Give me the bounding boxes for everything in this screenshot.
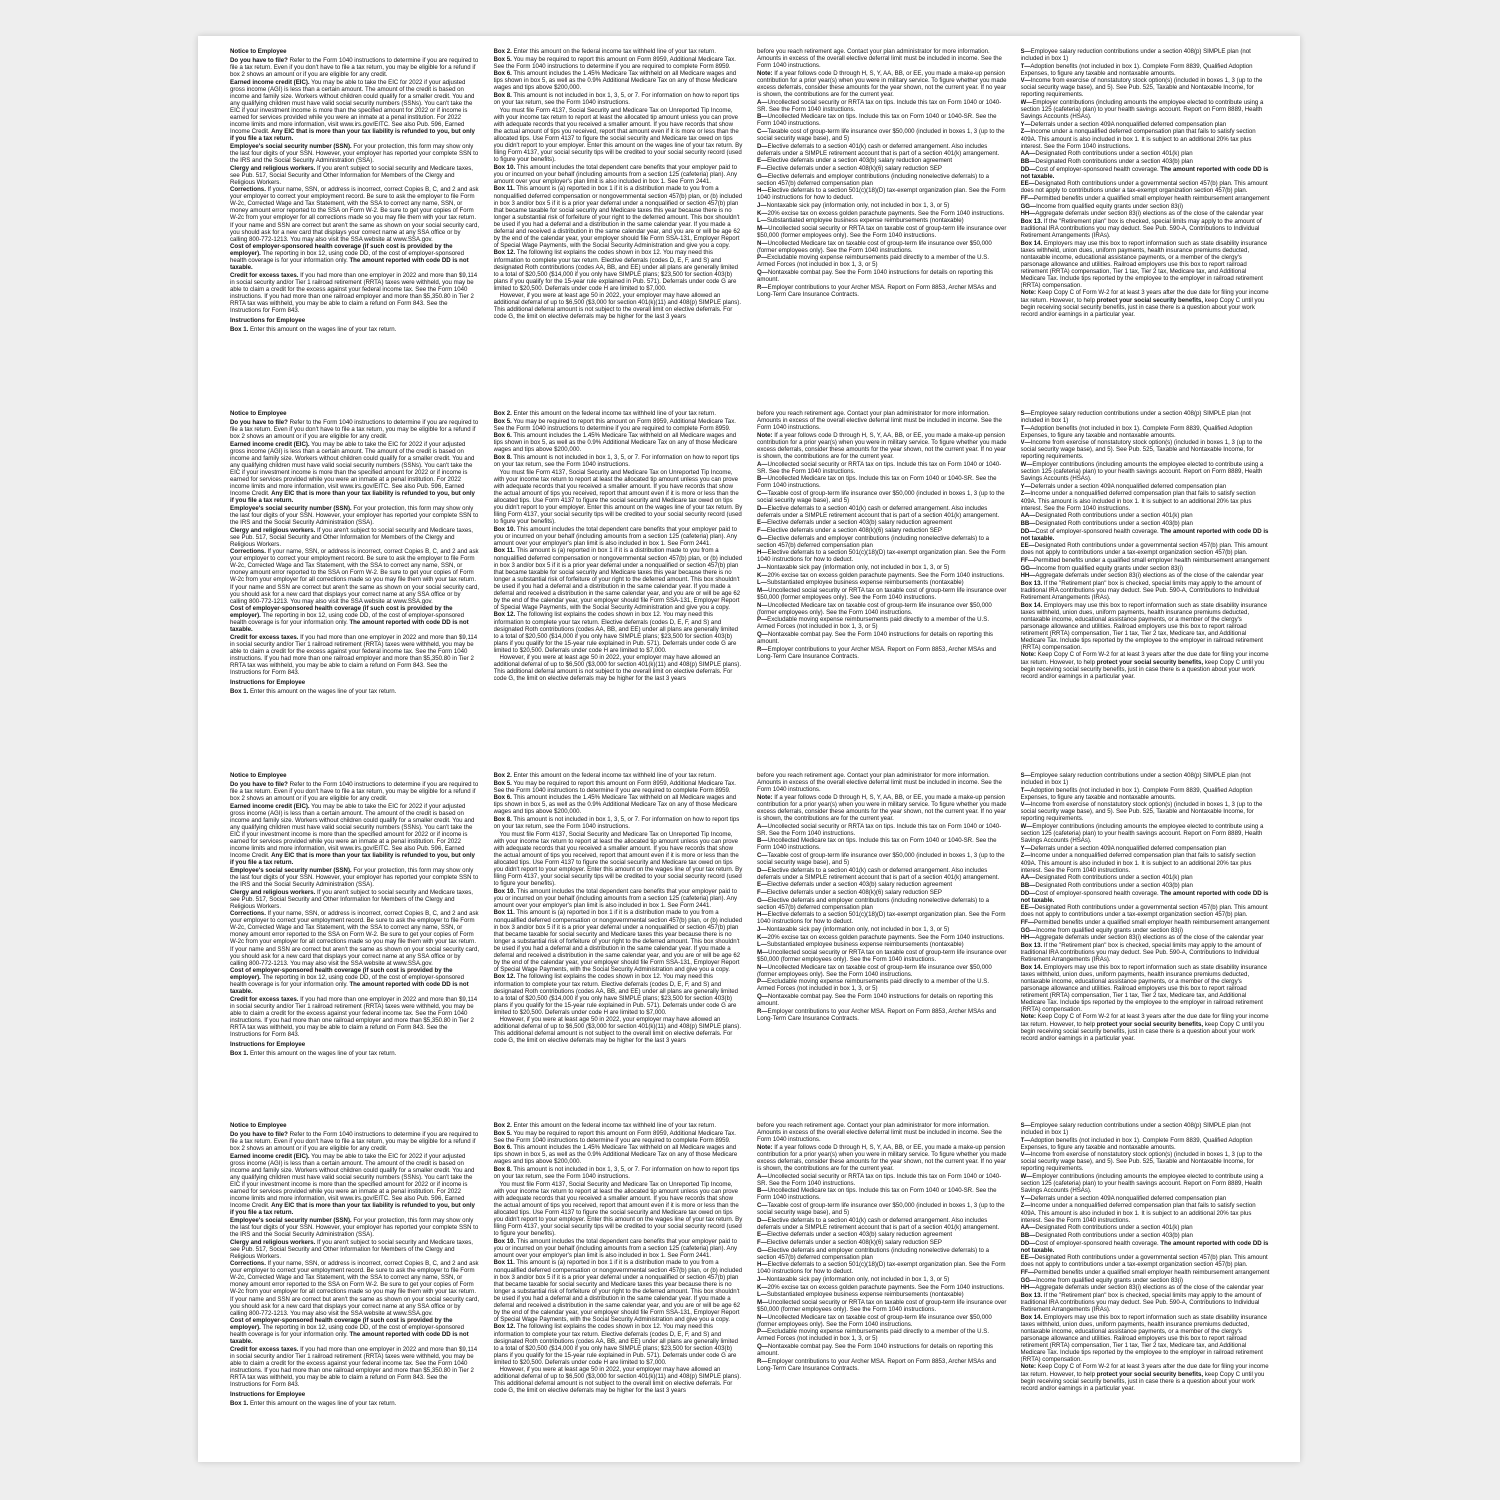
para-box-5: Box 5. You may be required to report this amount on Form 8959, Additional Medicare Tax. See the Form 1040 instructions to determine if you are required to complete Form 8959. xyxy=(493,417,736,432)
column-boxes xyxy=(494,410,744,738)
para-earned-income-credit: Earned income credit (EIC). You may be able to take the EIC for 2022 if your adjusted gross income (AGI) is less than a certain amount. The amount of the credit is based on income and family size. Workers without children could qualify for a smaller credit. You and any qualifying children must have valid social security numbers (SSNs). You can't take the EIC if your investment income is more than the specified amount for 2022 or if income is earned for services provided while you were an inmate at a penal institution. For 2022 income limits and more information, visit www.irs.gov/EITC. See also Pub. 596, Earned Income Credit. Any EIC that is more than your tax liability is refunded to you, but only if you file a tax return. xyxy=(230,802,475,867)
code-n: N—Uncollected Medicare tax on taxable cost of group-term life insurance over $50,000 (former employees only). See the Form 1040 instructions. xyxy=(757,1313,992,1328)
para-box-8: Box 8. This amount is not included in box 1, 3, 5, or 7. For information on how to report tips on your tax return, see the Form 1040 instructions. xyxy=(493,816,740,831)
code-c: C—Taxable cost of group-term life insurance over $50,000 (included in boxes 1, 3 (up to the social security wage base), and 5) xyxy=(757,851,1005,866)
code-g: G—Elective deferrals and employer contributions (including nonelective deferrals) to a section 457(b) deferred compensation plan xyxy=(757,896,990,911)
code-n: N—Uncollected Medicare tax on taxable cost of group-term life insurance over $50,000 (former employees only). See the Form 1040 instructions. xyxy=(757,601,992,616)
code-bb: BB—Designated Roth contributions under a section 403(b) plan xyxy=(1020,519,1193,527)
code-c: C—Taxable cost of group-term life insurance over $50,000 (included in boxes 1, 3 (up to the social security wage base), and 5) xyxy=(757,489,1005,504)
code-q: Q—Nontaxable combat pay. See the Form 1040 instructions for details on reporting this amount. xyxy=(757,1342,993,1357)
column-codes-a-r xyxy=(757,772,1007,1100)
code-s: S—Employee salary reduction contributions under a section 408(p) SIMPLE plan (not included in box 1) xyxy=(1020,410,1251,425)
code-g: G—Elective deferrals and employer contributions (including nonelective deferrals) to a section 457(b) deferred compensation plan xyxy=(757,172,990,187)
para-box-6: Box 6. This amount includes the 1.45% Medicare Tax withheld on all Medicare wages and tips shown in box 5, as well as the 0.9% Additional Medicare Tax on any of those Medicare wages and tips above $200,000. xyxy=(493,432,738,454)
para-retirement-cont: before you reach retirement age. Contact your plan administrator for more information. Amounts in excess of the overall elective deferral limit must be included in income. See the Form 1040 instructions. xyxy=(757,410,1002,432)
code-q: Q—Nontaxable combat pay. See the Form 1040 instructions for details on reporting this amount. xyxy=(757,630,993,645)
code-m: M—Uncollected social security or RRTA tax on taxable cost of group-term life insurance over $50,000 (former employees only). See the Form 1040 instructions. xyxy=(757,224,1007,239)
para-health-coverage-cost: Cost of employer-sponsored health coverage (if such cost is provided by the employer). The reporting in box 12, using code DD, of the cost of employer-sponsored health coverage is for your information only. The amount reported with code DD is not taxable. xyxy=(230,243,469,272)
para-employee-ssn: Employee's social security number (SSN). For your protection, this form may show only the last four digits of your SSN. However, your employer has reported your complete SSN to the IRS and the Social Security Administration (SSA). xyxy=(230,866,479,888)
para-excess-taxes: Credit for excess taxes. If you had more than one employer in 2022 and more than $9,114 in social security and/or Tier 1 railroad retirement (RRTA) taxes were withheld, you may be able to claim a credit for the excess against your federal income tax. See the Form 1040 instructions. If you had more than one railroad employer and more than $5,350.80 in Tier 2 RRTA tax was withheld, you may be able to claim a refund on Form 843. See the Instructions for Form 843. xyxy=(230,1346,478,1389)
para-retirement-cont: before you reach retirement age. Contact your plan administrator for more information. Amounts in excess of the overall elective deferral limit must be included in income. See the Form 1040 instructions. xyxy=(757,772,1002,794)
code-c: C—Taxable cost of group-term life insurance over $50,000 (included in boxes 1, 3 (up to the social security wage base), and 5) xyxy=(757,127,1005,142)
instructions-panel xyxy=(230,1122,1270,1450)
para-corrections: Corrections. If your name, SSN, or address is incorrect, correct Copies B, C, and 2 and ask your employer to correct your employment record. Be sure to ask the employer to file Form W-2c, Corrected Wage and Tax Statement, with the SSA to correct any name, SSN, or money amount error reported to the SSA on Form W-2. Be sure to get your copies of Form W-2c from your employer for all corrections made so you may file them with your tax return. If your name and SSN are correct but aren't the same as shown on your social security card, you should ask for a new card that displays your correct name at any SSA office or by calling 800-772-1213. You may also visit the SSA website at www.SSA.gov. xyxy=(230,910,480,967)
column-boxes xyxy=(494,772,744,1100)
code-gg: GG—Income from qualified equity grants under section 83(i) xyxy=(1020,1276,1184,1284)
para-box-5: Box 5. You may be required to report this amount on Form 8959, Additional Medicare Tax. See the Form 1040 instructions to determine if you are required to complete Form 8959. xyxy=(493,1129,736,1144)
para-box-1: Box 1. Enter this amount on the wages line of your tax return. xyxy=(230,688,397,696)
para-box-13: Box 13. If the "Retirement plan" box is checked, special limits may apply to the amount of traditional IRA contributions you may deduct. See Pub. 590-A, Contributions to Individual Retirement Arrangements (IRAs). xyxy=(1020,941,1262,963)
para-box-12: Box 12. The following list explains the codes shown in box 12. You may need this information to complete your tax return. Elective deferrals (codes D, E, F, and S) and designated Roth contributions (codes AA, BB, and EE) under all plans are generally limited to a total of $20,500 ($14,000 if you only have SIMPLE plans; $23,500 for section 403(b) plans if you qualify for the 15-year rule explained in Pub. 571). Deferrals under code G are limited to $20,500. Deferrals under code H are limited to $7,000. xyxy=(493,1323,739,1366)
code-l: L—Substantiated employee business expense reimbursements (nontaxable) xyxy=(757,217,964,225)
para-box-8-form-4137: You must file Form 4137, Social Security and Medicare Tax on Unreported Tip Income, with your income tax return to report at least the allocated tip amount unless you can prove with adequate records that you received a smaller amount. If you have records that show the actual amount of tips you received, report that amount even if it is more or less than the allocated tips. Use Form 4137 to figure the social security and Medicare tax owed on tips you didn't report to your employer. Enter this amount on the wages line of your tax return. By filing Form 4137, your social security tips will be credited to your social security record (used to figure your benefits). xyxy=(493,468,743,526)
para-excess-taxes: Credit for excess taxes. If you had more than one employer in 2022 and more than $9,114 in social security and/or Tier 1 railroad retirement (RRTA) taxes were withheld, you may be able to claim a credit for the excess against your federal income tax. See the Form 1040 instructions. If you had more than one railroad employer and more than $5,350.80 in Tier 2 RRTA tax was withheld, you may be able to claim a refund on Form 843. See the Instructions for Form 843. xyxy=(230,272,478,315)
column-notice xyxy=(230,772,480,1100)
para-note-makeup: Note: If a year follows code D through H, S, Y, AA, BB, or EE, you made a make-up pension contribution for a prior year(s) when you were in military service. To figure whether you made excess deferrals, consider these amounts for the year shown, not the current year. If no year is shown, the contributions are for the current year. xyxy=(757,431,1007,460)
code-ee: EE—Designated Roth contributions under a governmental section 457(b) plan. This amount does not apply to contributions under a tax-exempt organization section 457(b) plan. xyxy=(1020,904,1268,919)
code-z: Z—Income under a nonqualified deferred compensation plan that fails to satisfy section 409A. This amount is also included in box 1. It is subject to an additional 20% tax plus interest. See the Form 1040 instructions. xyxy=(1020,1202,1256,1224)
code-e: E—Elective deferrals under a section 403(b) salary reduction agreement xyxy=(757,881,953,889)
code-a: A—Uncollected social security or RRTA tax on tips. Include this tax on Form 1040 or 1040-SR. See the Form 1040 instructions. xyxy=(757,822,1002,837)
code-e: E—Elective deferrals under a section 403(b) salary reduction agreement xyxy=(757,157,953,165)
code-w: W—Employer contributions (including amounts the employee elected to contribute using a section 125 (cafeteria) plan) to your health savings account. Report on Form 8889, Health Savings Accounts (HSAs). xyxy=(1020,823,1264,845)
code-p: P—Excludable moving expense reimbursements paid directly to a member of the U.S. Armed Forces (not included in box 1, 3, or 5) xyxy=(757,254,990,269)
code-y: Y—Deferrals under a section 409A nonqualified deferred compensation plan xyxy=(1020,120,1227,128)
para-box-12-age-50: However, if you were at least age 50 in 2022, your employer may have allowed an additional deferral of up to $6,500 ($3,000 for section 401(k)(11) and 408(p) SIMPLE plans). This additional deferral amount is not subject to the overall limit on elective deferrals. For code G, the limit on elective deferrals may be higher for the last 3 years xyxy=(493,1016,742,1045)
para-corrections: Corrections. If your name, SSN, or address is incorrect, correct Copies B, C, and 2 and ask your employer to correct your employment record. Be sure to ask the employer to file Form W-2c, Corrected Wage and Tax Statement, with the SSA to correct any name, SSN, or money amount error reported to the SSA on Form W-2. Be sure to get your copies of Form W-2c from your employer for all corrections made so you may file them with your tax return. If your name and SSN are correct but aren't the same as shown on your social security card, you should ask for a new card that displays your correct name at any SSA office or by calling 800-772-1213. You may also visit the SSA website at www.SSA.gov. xyxy=(230,548,480,605)
para-box-13: Box 13. If the "Retirement plan" box is checked, special limits may apply to the amount of traditional IRA contributions you may deduct. See Pub. 590-A, Contributions to Individual Retirement Arrangements (IRAs). xyxy=(1020,1291,1262,1313)
para-retirement-cont: before you reach retirement age. Contact your plan administrator for more information. Amounts in excess of the overall elective deferral limit must be included in income. See the Form 1040 instructions. xyxy=(757,48,1002,70)
code-k: K—20% excise tax on excess golden parachute payments. See the Form 1040 instructions. xyxy=(757,571,1005,579)
code-dd: DD—Cost of employer-sponsored health coverage. The amount reported with code DD is not taxable. xyxy=(1020,889,1269,904)
instructions-panel xyxy=(230,48,1270,376)
column-codes-a-r xyxy=(757,410,1007,738)
para-box-10: Box 10. This amount includes the total dependent care benefits that your employer paid to you or incurred on your behalf (including amounts from a section 125 (cafeteria) plan). Any amount over your employer's plan limit is also included in box 1. See Form 2441. xyxy=(493,163,738,185)
code-h: H—Elective deferrals to a section 501(c)(18)(D) tax-exempt organization plan. See the Form 1040 instructions for how to deduct. xyxy=(757,1261,1006,1276)
code-z: Z—Income under a nonqualified deferred compensation plan that fails to satisfy section 409A. This amount is also included in box 1. It is subject to an additional 20% tax plus interest. See the Form 1040 instructions. xyxy=(1020,490,1256,512)
para-box-12-age-50: However, if you were at least age 50 in 2022, your employer may have allowed an additional deferral of up to $6,500 ($3,000 for section 401(k)(11) and 408(p) SIMPLE plans). This additional deferral amount is not subject to the overall limit on elective deferrals. For code G, the limit on elective deferrals may be higher for the last 3 years xyxy=(493,654,742,683)
para-corrections: Corrections. If your name, SSN, or address is incorrect, correct Copies B, C, and 2 and ask your employer to correct your employment record. Be sure to ask the employer to file Form W-2c, Corrected Wage and Tax Statement, with the SSA to correct any name, SSN, or money amount error reported to the SSA on Form W-2. Be sure to get your copies of Form W-2c from your employer for all corrections made so you may file them with your tax return. If your name and SSN are correct but aren't the same as shown on your social security card, you should ask for a new card that displays your correct name at any SSA office or by calling 800-772-1213. You may also visit the SSA website at www.SSA.gov. xyxy=(230,186,480,243)
para-box-10: Box 10. This amount includes the total dependent care benefits that your employer paid to you or incurred on your behalf (including amounts from a section 125 (cafeteria) plan). Any amount over your employer's plan limit is also included in box 1. See Form 2441. xyxy=(493,887,738,909)
code-z: Z—Income under a nonqualified deferred compensation plan that fails to satisfy section 409A. This amount is also included in box 1. It is subject to an additional 20% tax plus interest. See the Form 1040 instructions. xyxy=(1020,852,1256,874)
code-h: H—Elective deferrals to a section 501(c)(18)(D) tax-exempt organization plan. See the Form 1040 instructions for how to deduct. xyxy=(757,187,1006,202)
para-clergy: Clergy and religious workers. If you aren't subject to social security and Medicare taxes, see Pub. 517, Social Security and Other Information for Members of the Clergy and Religious Workers. xyxy=(230,164,473,186)
code-q: Q—Nontaxable combat pay. See the Form 1040 instructions for details on reporting this amount. xyxy=(757,992,993,1007)
para-clergy: Clergy and religious workers. If you aren't subject to social security and Medicare taxes, see Pub. 517, Social Security and Other Information for Members of the Clergy and Religious Workers. xyxy=(230,526,473,548)
para-box-2: Box 2. Enter this amount on the federal income tax withheld line of your tax return. xyxy=(493,1122,717,1129)
para-box-6: Box 6. This amount includes the 1.45% Medicare Tax withheld on all Medicare wages and tips shown in box 5, as well as the 0.9% Additional Medicare Tax on any of those Medicare wages and tips above $200,000. xyxy=(493,794,738,816)
code-m: M—Uncollected social security or RRTA tax on taxable cost of group-term life insurance over $50,000 (former employees only). See the Form 1040 instructions. xyxy=(757,1298,1007,1313)
column-codes-a-r xyxy=(757,1122,1007,1450)
code-aa: AA—Designated Roth contributions under a section 401(k) plan xyxy=(1020,512,1193,520)
code-k: K—20% excise tax on excess golden parachute payments. See the Form 1040 instructions. xyxy=(757,209,1005,217)
para-earned-income-credit: Earned income credit (EIC). You may be able to take the EIC for 2022 if your adjusted gross income (AGI) is less than a certain amount. The amount of the credit is based on income and family size. Workers without children could qualify for a smaller credit. You and any qualifying children must have valid social security numbers (SSNs). You can't take the EIC if your investment income is more than the specified amount for 2022 or if income is earned for services provided while you were an inmate at a penal institution. For 2022 income limits and more information, visit www.irs.gov/EITC. See also Pub. 596, Earned Income Credit. Any EIC that is more than your tax liability is refunded to you, but only if you file a tax return. xyxy=(230,440,475,505)
code-f: F—Elective deferrals under a section 408(k)(6) salary reduction SEP xyxy=(757,1238,942,1246)
instructions-panel xyxy=(230,772,1270,1100)
code-bb: BB—Designated Roth contributions under a section 403(b) plan xyxy=(1020,881,1193,889)
para-health-coverage-cost: Cost of employer-sponsored health coverage (if such cost is provided by the employer). The reporting in box 12, using code DD, of the cost of employer-sponsored health coverage is for your information only. The amount reported with code DD is not taxable. xyxy=(230,605,469,634)
code-f: F—Elective deferrals under a section 408(k)(6) salary reduction SEP xyxy=(757,888,942,896)
code-b: B—Uncollected Medicare tax on tips. Include this tax on Form 1040 or 1040-SR. See the Form 1040 instructions. xyxy=(757,1187,997,1202)
para-box-12: Box 12. The following list explains the codes shown in box 12. You may need this information to complete your tax return. Elective deferrals (codes D, E, F, and S) and designated Roth contributions (codes AA, BB, and EE) under all plans are generally limited to a total of $20,500 ($14,000 if you only have SIMPLE plans; $23,500 for section 403(b) plans if you qualify for the 15-year rule explained in Pub. 571). Deferrals under code G are limited to $20,500. Deferrals under code H are limited to $7,000. xyxy=(493,249,739,292)
para-box-13: Box 13. If the "Retirement plan" box is checked, special limits may apply to the amount of traditional IRA contributions you may deduct. See Pub. 590-A, Contributions to Individual Retirement Arrangements (IRAs). xyxy=(1020,579,1262,601)
para-excess-taxes: Credit for excess taxes. If you had more than one employer in 2022 and more than $9,114 in social security and/or Tier 1 railroad retirement (RRTA) taxes were withheld, you may be able to claim a credit for the excess against your federal income tax. See the Form 1040 instructions. If you had more than one railroad employer and more than $5,350.80 in Tier 2 RRTA tax was withheld, you may be able to claim a refund on Form 843. See the Instructions for Form 843. xyxy=(230,634,478,677)
code-y: Y—Deferrals under a section 409A nonqualified deferred compensation plan xyxy=(1020,482,1227,490)
column-notice xyxy=(230,410,480,738)
code-l: L—Substantiated employee business expense reimbursements (nontaxable) xyxy=(757,941,964,949)
code-q: Q—Nontaxable combat pay. See the Form 1040 instructions for details on reporting this amount. xyxy=(757,268,993,283)
code-ff: FF—Permitted benefits under a qualified small employer health reimbursement arrangement xyxy=(1020,918,1270,926)
para-note-makeup: Note: If a year follows code D through H, S, Y, AA, BB, or EE, you made a make-up pension contribution for a prior year(s) when you were in military service. To figure whether you made excess deferrals, consider these amounts for the year shown, not the current year. If no year is shown, the contributions are for the current year. xyxy=(757,793,1007,822)
code-ee: EE—Designated Roth contributions under a governmental section 457(b) plan. This amount does not apply to contributions under a tax-exempt organization section 457(b) plan. xyxy=(1020,1254,1268,1269)
para-do-you-have-to-file: Do you have to file? Refer to the Form 1040 instructions to determine if you are required to file a tax return. Even if you don't have to file a tax return, you may be eligible for a refund if box 2 shows an amount or if you are eligible for any credit. xyxy=(230,419,479,441)
para-box-14: Box 14. Employers may use this box to report information such as state disability insurance taxes withheld, union dues, uniform payments, health insurance premiums deducted, nontaxable income, educational assistance payments, or a member of the clergy's parsonage allowance and utilities. Railroad employers use this box to report railroad retirement (RRTA) compensation, Tier 1 tax, Tier 2 tax, Medicare tax, and Additional Medicare Tax. Include tips reported by the employee to the employer in railroad retirement (RRTA) compensation. xyxy=(1020,601,1268,651)
code-ff: FF—Permitted benefits under a qualified small employer health reimbursement arrangement xyxy=(1020,194,1270,202)
code-m: M—Uncollected social security or RRTA tax on taxable cost of group-term life insurance over $50,000 (former employees only). See the Form 1040 instructions. xyxy=(757,948,1007,963)
notice-title: Notice to Employee xyxy=(230,48,287,55)
code-gg: GG—Income from qualified equity grants under section 83(i) xyxy=(1020,926,1184,934)
code-aa: AA—Designated Roth contributions under a section 401(k) plan xyxy=(1020,1224,1193,1232)
para-box-12: Box 12. The following list explains the codes shown in box 12. You may need this information to complete your tax return. Elective deferrals (codes D, E, F, and S) and designated Roth contributions (codes AA, BB, and EE) under all plans are generally limited to a total of $20,500 ($14,000 if you only have SIMPLE plans; $23,500 for section 403(b) plans if you qualify for the 15-year rule explained in Pub. 571). Deferrals under code G are limited to $20,500. Deferrals under code H are limited to $7,000. xyxy=(493,611,739,654)
code-dd: DD—Cost of employer-sponsored health coverage. The amount reported with code DD is not taxable. xyxy=(1020,165,1269,180)
form-sheet xyxy=(198,36,1300,1462)
code-ee: EE—Designated Roth contributions under a governmental section 457(b) plan. This amount does not apply to contributions under a tax-exempt organization section 457(b) plan. xyxy=(1020,542,1268,557)
code-j: J—Nontaxable sick pay (information only, not included in box 1, 3, or 5) xyxy=(757,925,950,933)
code-g: G—Elective deferrals and employer contributions (including nonelective deferrals) to a section 457(b) deferred compensation plan xyxy=(757,534,990,549)
column-boxes xyxy=(494,48,744,376)
code-t: T—Adoption benefits (not included in box 1). Complete Form 8839, Qualified Adoption Expenses, to figure any taxable and nontaxable amounts. xyxy=(1020,62,1253,77)
code-r: R—Employer contributions to your Archer MSA. Report on Form 8853, Archer MSAs and Long-Term Care Insurance Contracts. xyxy=(757,1007,997,1022)
code-d: D—Elective deferrals to a section 401(k) cash or deferred arrangement. Also includes deferrals under a SIMPLE retirement account that is part of a section 401(k) arrangement. xyxy=(757,1216,1000,1231)
code-b: B—Uncollected Medicare tax on tips. Include this tax on Form 1040 or 1040-SR. See the Form 1040 instructions. xyxy=(757,837,997,852)
code-hh: HH—Aggregate deferrals under section 83(i) elections as of the close of the calendar year xyxy=(1020,1284,1264,1292)
para-box-1: Box 1. Enter this amount on the wages line of your tax return. xyxy=(230,1050,397,1058)
para-box-8-form-4137: You must file Form 4137, Social Security and Medicare Tax on Unreported Tip Income, with your income tax return to report at least the allocated tip amount unless you can prove with adequate records that you received a smaller amount. If you have records that show the actual amount of tips you received, report that amount even if it is more or less than the allocated tips. Use Form 4137 to figure the social security and Medicare tax owed on tips you didn't report to your employer. Enter this amount on the wages line of your tax return. By filing Form 4137, your social security tips will be credited to your social security record (used to figure your benefits). xyxy=(493,830,743,888)
code-hh: HH—Aggregate deferrals under section 83(i) elections as of the close of the calendar year xyxy=(1020,572,1264,580)
code-bb: BB—Designated Roth contributions under a section 403(b) plan xyxy=(1020,157,1193,165)
para-box-2: Box 2. Enter this amount on the federal income tax withheld line of your tax return. xyxy=(493,48,717,55)
code-f: F—Elective deferrals under a section 408(k)(6) salary reduction SEP xyxy=(757,164,942,172)
code-r: R—Employer contributions to your Archer MSA. Report on Form 8853, Archer MSAs and Long-Term Care Insurance Contracts. xyxy=(757,283,997,298)
para-box-14: Box 14. Employers may use this box to report information such as state disability insurance taxes withheld, union dues, uniform payments, health insurance premiums deducted, nontaxable income, educational assistance payments, or a member of the clergy's parsonage allowance and utilities. Railroad employers use this box to report railroad retirement (RRTA) compensation, Tier 1 tax, Tier 2 tax, Medicare tax, and Additional Medicare Tax. Include tips reported by the employee to the employer in railroad retirement (RRTA) compensation. xyxy=(1020,963,1268,1013)
para-box-11: Box 11. This amount is (a) reported in box 1 if it is a distribution made to you from a nonqualified deferred compensation or nongovernmental section 457(b) plan, or (b) included in box 3 and/or box 5 if it is a prior year deferral under a nonqualified or section 457(b) plan that became taxable for social security and Medicare taxes this year because there is no longer a substantial risk of forfeiture of your right to the deferred amount. This box shouldn't be used if you had a deferral and a distribution in the same calendar year. If you made a deferral and received a distribution in the same calendar year, and you are or will be age 62 by the end of the calendar year, your employer should file Form SSA-131, Employer Report of Special Wage Payments, with the Social Security Administration and give you a copy. xyxy=(493,909,743,973)
column-notice xyxy=(230,1122,480,1450)
code-aa: AA—Designated Roth contributions under a section 401(k) plan xyxy=(1020,150,1193,158)
code-w: W—Employer contributions (including amounts the employee elected to contribute using a section 125 (cafeteria) plan) to your health savings account. Report on Form 8889, Health Savings Accounts (HSAs). xyxy=(1020,461,1264,483)
para-box-8: Box 8. This amount is not included in box 1, 3, 5, or 7. For information on how to report tips on your tax return, see the Form 1040 instructions. xyxy=(493,1166,740,1181)
para-box-8: Box 8. This amount is not included in box 1, 3, 5, or 7. For information on how to report tips on your tax return, see the Form 1040 instructions. xyxy=(493,454,740,469)
instructions-title: Instructions for Employee xyxy=(230,1041,306,1049)
code-n: N—Uncollected Medicare tax on taxable cost of group-term life insurance over $50,000 (former employees only). See the Form 1040 instructions. xyxy=(757,963,992,978)
code-y: Y—Deferrals under a section 409A nonqualified deferred compensation plan xyxy=(1020,1194,1227,1202)
code-z: Z—Income under a nonqualified deferred compensation plan that fails to satisfy section 409A. This amount is also included in box 1. It is subject to an additional 20% tax plus interest. See the Form 1040 instructions. xyxy=(1020,128,1256,150)
notice-title: Notice to Employee xyxy=(230,772,287,779)
code-p: P—Excludable moving expense reimbursements paid directly to a member of the U.S. Armed Forces (not included in box 1, 3, or 5) xyxy=(757,1328,990,1343)
code-l: L—Substantiated employee business expense reimbursements (nontaxable) xyxy=(757,1291,964,1299)
column-codes-s-hh xyxy=(1021,48,1271,376)
para-box-8-form-4137: You must file Form 4137, Social Security and Medicare Tax on Unreported Tip Income, with your income tax return to report at least the allocated tip amount unless you can prove with adequate records that you received a smaller amount. If you have records that show the actual amount of tips you received, report that amount even if it is more or less than the allocated tips. Use Form 4137 to figure the social security and Medicare tax owed on tips you didn't report to your employer. Enter this amount on the wages line of your tax return. By filing Form 4137, your social security tips will be credited to your social security record (used to figure your benefits). xyxy=(493,106,743,164)
column-codes-s-hh xyxy=(1021,1122,1271,1450)
code-b: B—Uncollected Medicare tax on tips. Include this tax on Form 1040 or 1040-SR. See the Form 1040 instructions. xyxy=(757,113,997,128)
code-s: S—Employee salary reduction contributions under a section 408(p) SIMPLE plan (not included in box 1) xyxy=(1020,772,1251,787)
code-d: D—Elective deferrals to a section 401(k) cash or deferred arrangement. Also includes deferrals under a SIMPLE retirement account that is part of a section 401(k) arrangement. xyxy=(757,866,1000,881)
code-a: A—Uncollected social security or RRTA tax on tips. Include this tax on Form 1040 or 1040-SR. See the Form 1040 instructions. xyxy=(757,460,1002,475)
code-k: K—20% excise tax on excess golden parachute payments. See the Form 1040 instructions. xyxy=(757,933,1005,941)
para-box-12: Box 12. The following list explains the codes shown in box 12. You may need this information to complete your tax return. Elective deferrals (codes D, E, F, and S) and designated Roth contributions (codes AA, BB, and EE) under all plans are generally limited to a total of $20,500 ($14,000 if you only have SIMPLE plans; $23,500 for section 403(b) plans if you qualify for the 15-year rule explained in Pub. 571). Deferrals under code G are limited to $20,500. Deferrals under code H are limited to $7,000. xyxy=(493,973,739,1016)
para-employee-ssn: Employee's social security number (SSN). For your protection, this form may show only the last four digits of your SSN. However, your employer has reported your complete SSN to the IRS and the Social Security Administration (SSA). xyxy=(230,1216,479,1238)
code-j: J—Nontaxable sick pay (information only, not included in box 1, 3, or 5) xyxy=(757,1275,950,1283)
para-note-makeup: Note: If a year follows code D through H, S, Y, AA, BB, or EE, you made a make-up pension contribution for a prior year(s) when you were in military service. To figure whether you made excess deferrals, consider these amounts for the year shown, not the current year. If no year is shown, the contributions are for the current year. xyxy=(757,69,1007,98)
para-box-12-age-50: However, if you were at least age 50 in 2022, your employer may have allowed an additional deferral of up to $6,500 ($3,000 for section 401(k)(11) and 408(p) SIMPLE plans). This additional deferral amount is not subject to the overall limit on elective deferrals. For code G, the limit on elective deferrals may be higher for the last 3 years xyxy=(493,1366,742,1395)
code-j: J—Nontaxable sick pay (information only, not included in box 1, 3, or 5) xyxy=(757,201,950,209)
code-t: T—Adoption benefits (not included in box 1). Complete Form 8839, Qualified Adoption Expenses, to figure any taxable and nontaxable amounts. xyxy=(1020,424,1253,439)
para-note-keep-copy-c: Note: Keep Copy C of Form W-2 for at least 3 years after the due date for filing your income tax return. However, to help protect your social security benefits, keep Copy C until you begin receiving social security benefits, just in case there is a question about your work record and/or earnings in a particular year. xyxy=(1020,289,1269,318)
instructions-title: Instructions for Employee xyxy=(230,679,306,687)
para-note-makeup: Note: If a year follows code D through H, S, Y, AA, BB, or EE, you made a make-up pension contribution for a prior year(s) when you were in military service. To figure whether you made excess deferrals, consider these amounts for the year shown, not the current year. If no year is shown, the contributions are for the current year. xyxy=(757,1143,1007,1172)
para-do-you-have-to-file: Do you have to file? Refer to the Form 1040 instructions to determine if you are required to file a tax return. Even if you don't have to file a tax return, you may be eligible for a refund if box 2 shows an amount or if you are eligible for any credit. xyxy=(230,57,479,79)
code-ee: EE—Designated Roth contributions under a governmental section 457(b) plan. This amount does not apply to contributions under a tax-exempt organization section 457(b) plan. xyxy=(1020,180,1268,195)
para-earned-income-credit: Earned income credit (EIC). You may be able to take the EIC for 2022 if your adjusted gross income (AGI) is less than a certain amount. The amount of the credit is based on income and family size. Workers without children could qualify for a smaller credit. You and any qualifying children must have valid social security numbers (SSNs). You can't take the EIC if your investment income is more than the specified amount for 2022 or if income is earned for services provided while you were an inmate at a penal institution. For 2022 income limits and more information, visit www.irs.gov/EITC. See also Pub. 596, Earned Income Credit. Any EIC that is more than your tax liability is refunded to you, but only if you file a tax return. xyxy=(230,78,475,143)
para-box-2: Box 2. Enter this amount on the federal income tax withheld line of your tax return. xyxy=(493,410,717,417)
code-m: M—Uncollected social security or RRTA tax on taxable cost of group-term life insurance over $50,000 (former employees only). See the Form 1040 instructions. xyxy=(757,586,1007,601)
para-clergy: Clergy and religious workers. If you aren't subject to social security and Medicare taxes, see Pub. 517, Social Security and Other Information for Members of the Clergy and Religious Workers. xyxy=(230,888,473,910)
para-box-14: Box 14. Employers may use this box to report information such as state disability insurance taxes withheld, union dues, uniform payments, health insurance premiums deducted, nontaxable income, educational assistance payments, or a member of the clergy's parsonage allowance and utilities. Railroad employers use this box to report railroad retirement (RRTA) compensation, Tier 1 tax, Tier 2 tax, Medicare tax, and Additional Medicare Tax. Include tips reported by the employee to the employer in railroad retirement (RRTA) compensation. xyxy=(1020,239,1268,289)
notice-title: Notice to Employee xyxy=(230,1122,287,1129)
column-codes-s-hh xyxy=(1021,772,1271,1100)
code-y: Y—Deferrals under a section 409A nonqualified deferred compensation plan xyxy=(1020,844,1227,852)
para-box-14: Box 14. Employers may use this box to report information such as state disability insurance taxes withheld, union dues, uniform payments, health insurance premiums deducted, nontaxable income, educational assistance payments, or a member of the clergy's parsonage allowance and utilities. Railroad employers use this box to report railroad retirement (RRTA) compensation, Tier 1 tax, Tier 2 tax, Medicare tax, and Additional Medicare Tax. Include tips reported by the employee to the employer in railroad retirement (RRTA) compensation. xyxy=(1020,1313,1268,1363)
code-e: E—Elective deferrals under a section 403(b) salary reduction agreement xyxy=(757,1231,953,1239)
code-gg: GG—Income from qualified equity grants under section 83(i) xyxy=(1020,564,1184,572)
code-v: V—Income from exercise of nonstatutory stock option(s) (included in boxes 1, 3 (up to the social security wage base), and 5). See Pub. 525, Taxable and Nontaxable Income, for reporting requirements. xyxy=(1020,77,1263,99)
code-dd: DD—Cost of employer-sponsored health coverage. The amount reported with code DD is not taxable. xyxy=(1020,527,1269,542)
instructions-title: Instructions for Employee xyxy=(230,317,306,325)
para-employee-ssn: Employee's social security number (SSN). For your protection, this form may show only the last four digits of your SSN. However, your employer has reported your complete SSN to the IRS and the Social Security Administration (SSA). xyxy=(230,142,479,164)
para-box-12-age-50: However, if you were at least age 50 in 2022, your employer may have allowed an additional deferral of up to $6,500 ($3,000 for section 401(k)(11) and 408(p) SIMPLE plans). This additional deferral amount is not subject to the overall limit on elective deferrals. For code G, the limit on elective deferrals may be higher for the last 3 years xyxy=(493,292,742,321)
para-excess-taxes: Credit for excess taxes. If you had more than one employer in 2022 and more than $9,114 in social security and/or Tier 1 railroad retirement (RRTA) taxes were withheld, you may be able to claim a credit for the excess against your federal income tax. See the Form 1040 instructions. If you had more than one railroad employer and more than $5,350.80 in Tier 2 RRTA tax was withheld, you may be able to claim a refund on Form 843. See the Instructions for Form 843. xyxy=(230,996,478,1039)
para-note-keep-copy-c: Note: Keep Copy C of Form W-2 for at least 3 years after the due date for filing your income tax return. However, to help protect your social security benefits, keep Copy C until you begin receiving social security benefits, just in case there is a question about your work record and/or earnings in a particular year. xyxy=(1020,1013,1269,1042)
code-ff: FF—Permitted benefits under a qualified small employer health reimbursement arrangement xyxy=(1020,1268,1270,1276)
para-box-11: Box 11. This amount is (a) reported in box 1 if it is a distribution made to you from a nonqualified deferred compensation or nongovernmental section 457(b) plan, or (b) included in box 3 and/or box 5 if it is a prior year deferral under a nonqualified or section 457(b) plan that became taxable for social security and Medicare taxes this year because there is no longer a substantial risk of forfeiture of your right to the deferred amount. This box shouldn't be used if you had a deferral and a distribution in the same calendar year. If you made a deferral and received a distribution in the same calendar year, and you are or will be age 62 by the end of the calendar year, your employer should file Form SSA-131, Employer Report of Special Wage Payments, with the Social Security Administration and give you a copy. xyxy=(493,185,743,249)
code-e: E—Elective deferrals under a section 403(b) salary reduction agreement xyxy=(757,519,953,527)
code-r: R—Employer contributions to your Archer MSA. Report on Form 8853, Archer MSAs and Long-Term Care Insurance Contracts. xyxy=(757,1357,997,1372)
code-h: H—Elective deferrals to a section 501(c)(18)(D) tax-exempt organization plan. See the Form 1040 instructions for how to deduct. xyxy=(757,911,1006,926)
code-hh: HH—Aggregate deferrals under section 83(i) elections as of the close of the calendar year xyxy=(1020,210,1264,218)
para-box-1: Box 1. Enter this amount on the wages line of your tax return. xyxy=(230,326,397,334)
code-n: N—Uncollected Medicare tax on taxable cost of group-term life insurance over $50,000 (former employees only). See the Form 1040 instructions. xyxy=(757,239,992,254)
code-b: B—Uncollected Medicare tax on tips. Include this tax on Form 1040 or 1040-SR. See the Form 1040 instructions. xyxy=(757,475,997,490)
para-corrections: Corrections. If your name, SSN, or address is incorrect, correct Copies B, C, and 2 and ask your employer to correct your employment record. Be sure to ask the employer to file Form W-2c, Corrected Wage and Tax Statement, with the SSA to correct any name, SSN, or money amount error reported to the SSA on Form W-2. Be sure to get your copies of Form W-2c from your employer for all corrections made so you may file them with your tax return. If your name and SSN are correct but aren't the same as shown on your social security card, you should ask for a new card that displays your correct name at any SSA office or by calling 800-772-1213. You may also visit the SSA website at www.SSA.gov. xyxy=(230,1260,480,1317)
para-note-keep-copy-c: Note: Keep Copy C of Form W-2 for at least 3 years after the due date for filing your income tax return. However, to help protect your social security benefits, keep Copy C until you begin receiving social security benefits, just in case there is a question about your work record and/or earnings in a particular year. xyxy=(1020,1363,1269,1392)
para-do-you-have-to-file: Do you have to file? Refer to the Form 1040 instructions to determine if you are required to file a tax return. Even if you don't have to file a tax return, you may be eligible for a refund if box 2 shows an amount or if you are eligible for any credit. xyxy=(230,1131,479,1153)
para-box-5: Box 5. You may be required to report this amount on Form 8959, Additional Medicare Tax. See the Form 1040 instructions to determine if you are required to complete Form 8959. xyxy=(493,779,736,794)
code-p: P—Excludable moving expense reimbursements paid directly to a member of the U.S. Armed Forces (not included in box 1, 3, or 5) xyxy=(757,978,990,993)
code-a: A—Uncollected social security or RRTA tax on tips. Include this tax on Form 1040 or 1040-SR. See the Form 1040 instructions. xyxy=(757,98,1002,113)
code-bb: BB—Designated Roth contributions under a section 403(b) plan xyxy=(1020,1231,1193,1239)
code-c: C—Taxable cost of group-term life insurance over $50,000 (included in boxes 1, 3 (up to the social security wage base), and 5) xyxy=(757,1201,1005,1216)
para-clergy: Clergy and religious workers. If you aren't subject to social security and Medicare taxes, see Pub. 517, Social Security and Other Information for Members of the Clergy and Religious Workers. xyxy=(230,1238,473,1260)
para-box-10: Box 10. This amount includes the total dependent care benefits that your employer paid to you or incurred on your behalf (including amounts from a section 125 (cafeteria) plan). Any amount over your employer's plan limit is also included in box 1. See Form 2441. xyxy=(493,525,738,547)
para-do-you-have-to-file: Do you have to file? Refer to the Form 1040 instructions to determine if you are required to file a tax return. Even if you don't have to file a tax return, you may be eligible for a refund if box 2 shows an amount or if you are eligible for any credit. xyxy=(230,781,479,803)
code-t: T—Adoption benefits (not included in box 1). Complete Form 8839, Qualified Adoption Expenses, to figure any taxable and nontaxable amounts. xyxy=(1020,786,1253,801)
column-codes-s-hh xyxy=(1021,410,1271,738)
code-d: D—Elective deferrals to a section 401(k) cash or deferred arrangement. Also includes deferrals under a SIMPLE retirement account that is part of a section 401(k) arrangement. xyxy=(757,504,1000,519)
code-j: J—Nontaxable sick pay (information only, not included in box 1, 3, or 5) xyxy=(757,563,950,571)
code-dd: DD—Cost of employer-sponsored health coverage. The amount reported with code DD is not taxable. xyxy=(1020,1239,1269,1254)
para-box-6: Box 6. This amount includes the 1.45% Medicare Tax withheld on all Medicare wages and tips shown in box 5, as well as the 0.9% Additional Medicare Tax on any of those Medicare wages and tips above $200,000. xyxy=(493,1144,738,1166)
para-box-8-form-4137: You must file Form 4137, Social Security and Medicare Tax on Unreported Tip Income, with your income tax return to report at least the allocated tip amount unless you can prove with adequate records that you received a smaller amount. If you have records that show the actual amount of tips you received, report that amount even if it is more or less than the allocated tips. Use Form 4137 to figure the social security and Medicare tax owed on tips you didn't report to your employer. Enter this amount on the wages line of your tax return. By filing Form 4137, your social security tips will be credited to your social security record (used to figure your benefits). xyxy=(493,1180,743,1238)
para-box-8: Box 8. This amount is not included in box 1, 3, 5, or 7. For information on how to report tips on your tax return, see the Form 1040 instructions. xyxy=(493,92,740,107)
para-employee-ssn: Employee's social security number (SSN). For your protection, this form may show only the last four digits of your SSN. However, your employer has reported your complete SSN to the IRS and the Social Security Administration (SSA). xyxy=(230,504,479,526)
code-h: H—Elective deferrals to a section 501(c)(18)(D) tax-exempt organization plan. See the Form 1040 instructions for how to deduct. xyxy=(757,549,1006,564)
code-w: W—Employer contributions (including amounts the employee elected to contribute using a section 125 (cafeteria) plan) to your health savings account. Report on Form 8889, Health Savings Accounts (HSAs). xyxy=(1020,99,1264,121)
para-earned-income-credit: Earned income credit (EIC). You may be able to take the EIC for 2022 if your adjusted gross income (AGI) is less than a certain amount. The amount of the credit is based on income and family size. Workers without children could qualify for a smaller credit. You and any qualifying children must have valid social security numbers (SSNs). You can't take the EIC if your investment income is more than the specified amount for 2022 or if income is earned for services provided while you were an inmate at a penal institution. For 2022 income limits and more information, visit www.irs.gov/EITC. See also Pub. 596, Earned Income Credit. Any EIC that is more than your tax liability is refunded to you, but only if you file a tax return. xyxy=(230,1152,475,1217)
para-note-keep-copy-c: Note: Keep Copy C of Form W-2 for at least 3 years after the due date for filing your income tax return. However, to help protect your social security benefits, keep Copy C until you begin receiving social security benefits, just in case there is a question about your work record and/or earnings in a particular year. xyxy=(1020,651,1269,680)
code-k: K—20% excise tax on excess golden parachute payments. See the Form 1040 instructions. xyxy=(757,1283,1005,1291)
para-retirement-cont: before you reach retirement age. Contact your plan administrator for more information. Amounts in excess of the overall elective deferral limit must be included in income. See the Form 1040 instructions. xyxy=(757,1122,1002,1144)
code-t: T—Adoption benefits (not included in box 1). Complete Form 8839, Qualified Adoption Expenses, to figure any taxable and nontaxable amounts. xyxy=(1020,1136,1253,1151)
code-gg: GG—Income from qualified equity grants under section 83(i) xyxy=(1020,202,1184,210)
code-v: V—Income from exercise of nonstatutory stock option(s) (included in boxes 1, 3 (up to the social security wage base), and 5). See Pub. 525, Taxable and Nontaxable Income, for reporting requirements. xyxy=(1020,801,1263,823)
para-box-11: Box 11. This amount is (a) reported in box 1 if it is a distribution made to you from a nonqualified deferred compensation or nongovernmental section 457(b) plan, or (b) included in box 3 and/or box 5 if it is a prior year deferral under a nonqualified or section 457(b) plan that became taxable for social security and Medicare taxes this year because there is no longer a substantial risk of forfeiture of your right to the deferred amount. This box shouldn't be used if you had a deferral and a distribution in the same calendar year. If you made a deferral and received a distribution in the same calendar year, and you are or will be age 62 by the end of the calendar year, your employer should file Form SSA-131, Employer Report of Special Wage Payments, with the Social Security Administration and give you a copy. xyxy=(493,547,743,611)
code-r: R—Employer contributions to your Archer MSA. Report on Form 8853, Archer MSAs and Long-Term Care Insurance Contracts. xyxy=(757,645,997,660)
code-f: F—Elective deferrals under a section 408(k)(6) salary reduction SEP xyxy=(757,526,942,534)
code-g: G—Elective deferrals and employer contributions (including nonelective deferrals) to a section 457(b) deferred compensation plan xyxy=(757,1246,990,1261)
para-health-coverage-cost: Cost of employer-sponsored health coverage (if such cost is provided by the employer). The reporting in box 12, using code DD, of the cost of employer-sponsored health coverage is for your information only. The amount reported with code DD is not taxable. xyxy=(230,967,469,996)
code-v: V—Income from exercise of nonstatutory stock option(s) (included in boxes 1, 3 (up to the social security wage base), and 5). See Pub. 525, Taxable and Nontaxable Income, for reporting requirements. xyxy=(1020,1151,1263,1173)
notice-title: Notice to Employee xyxy=(230,410,287,417)
code-a: A—Uncollected social security or RRTA tax on tips. Include this tax on Form 1040 or 1040-SR. See the Form 1040 instructions. xyxy=(757,1172,1002,1187)
para-box-10: Box 10. This amount includes the total dependent care benefits that your employer paid to you or incurred on your behalf (including amounts from a section 125 (cafeteria) plan). Any amount over your employer's plan limit is also included in box 1. See Form 2441. xyxy=(493,1237,738,1259)
para-box-11: Box 11. This amount is (a) reported in box 1 if it is a distribution made to you from a nonqualified deferred compensation or nongovernmental section 457(b) plan, or (b) included in box 3 and/or box 5 if it is a prior year deferral under a nonqualified or section 457(b) plan that became taxable for social security and Medicare taxes this year because there is no longer a substantial risk of forfeiture of your right to the deferred amount. This box shouldn't be used if you had a deferral and a distribution in the same calendar year. If you made a deferral and received a distribution in the same calendar year, and you are or will be age 62 by the end of the calendar year, your employer should file Form SSA-131, Employer Report of Special Wage Payments, with the Social Security Administration and give you a copy. xyxy=(493,1259,743,1323)
instructions-panel xyxy=(230,410,1270,738)
column-codes-a-r xyxy=(757,48,1007,376)
code-p: P—Excludable moving expense reimbursements paid directly to a member of the U.S. Armed Forces (not included in box 1, 3, or 5) xyxy=(757,616,990,631)
code-v: V—Income from exercise of nonstatutory stock option(s) (included in boxes 1, 3 (up to the social security wage base), and 5). See Pub. 525, Taxable and Nontaxable Income, for reporting requirements. xyxy=(1020,439,1263,461)
code-hh: HH—Aggregate deferrals under section 83(i) elections as of the close of the calendar year xyxy=(1020,934,1264,942)
para-box-2: Box 2. Enter this amount on the federal income tax withheld line of your tax return. xyxy=(493,772,717,779)
para-box-5: Box 5. You may be required to report this amount on Form 8959, Additional Medicare Tax. See the Form 1040 instructions to determine if you are required to complete Form 8959. xyxy=(493,55,736,70)
code-aa: AA—Designated Roth contributions under a section 401(k) plan xyxy=(1020,874,1193,882)
code-w: W—Employer contributions (including amounts the employee elected to contribute using a section 125 (cafeteria) plan) to your health savings account. Report on Form 8889, Health Savings Accounts (HSAs). xyxy=(1020,1173,1264,1195)
para-health-coverage-cost: Cost of employer-sponsored health coverage (if such cost is provided by the employer). The reporting in box 12, using code DD, of the cost of employer-sponsored health coverage is for your information only. The amount reported with code DD is not taxable. xyxy=(230,1317,469,1346)
instructions-title: Instructions for Employee xyxy=(230,1391,306,1399)
code-s: S—Employee salary reduction contributions under a section 408(p) SIMPLE plan (not included in box 1) xyxy=(1020,48,1251,63)
code-l: L—Substantiated employee business expense reimbursements (nontaxable) xyxy=(757,579,964,587)
code-s: S—Employee salary reduction contributions under a section 408(p) SIMPLE plan (not included in box 1) xyxy=(1020,1122,1251,1137)
para-box-1: Box 1. Enter this amount on the wages line of your tax return. xyxy=(230,1400,397,1408)
column-notice xyxy=(230,48,480,376)
column-boxes xyxy=(494,1122,744,1450)
para-box-6: Box 6. This amount includes the 1.45% Medicare Tax withheld on all Medicare wages and tips shown in box 5, as well as the 0.9% Additional Medicare Tax on any of those Medicare wages and tips above $200,000. xyxy=(493,70,738,92)
code-d: D—Elective deferrals to a section 401(k) cash or deferred arrangement. Also includes deferrals under a SIMPLE retirement account that is part of a section 401(k) arrangement. xyxy=(757,142,1000,157)
code-ff: FF—Permitted benefits under a qualified small employer health reimbursement arrangement xyxy=(1020,556,1270,564)
para-box-13: Box 13. If the "Retirement plan" box is checked, special limits may apply to the amount of traditional IRA contributions you may deduct. See Pub. 590-A, Contributions to Individual Retirement Arrangements (IRAs). xyxy=(1020,217,1262,239)
